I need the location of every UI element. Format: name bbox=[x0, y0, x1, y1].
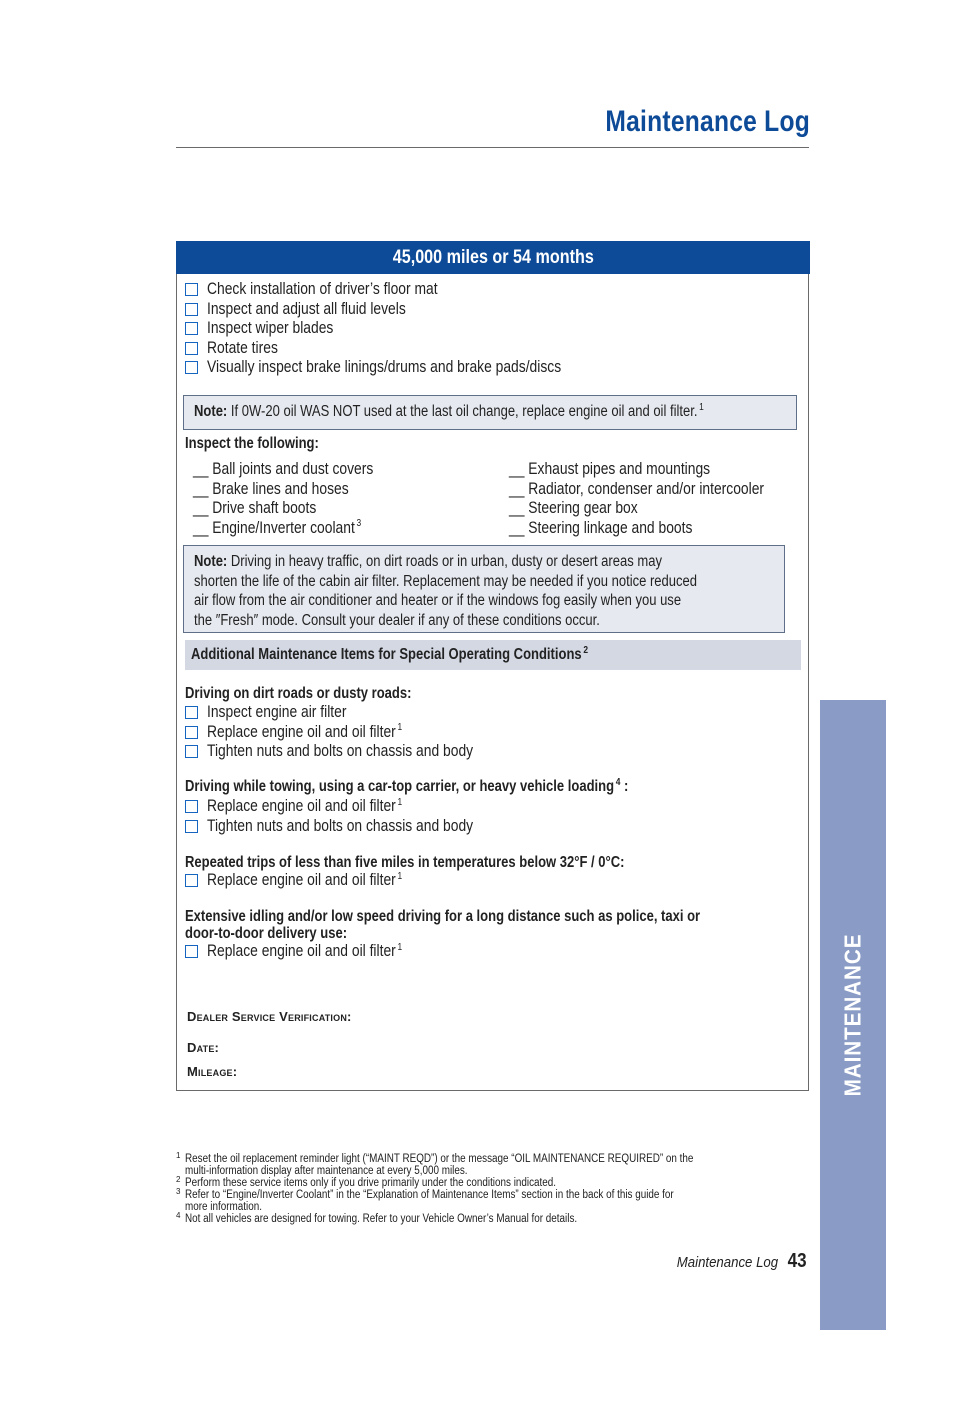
page-footer bbox=[600, 1250, 808, 1273]
note-text: If 0W-20 oil WAS NOT used at the last oil change, replace engine oil and oil filter. bbox=[230, 403, 698, 420]
footnote-ref: 1 bbox=[397, 870, 403, 882]
note-text: the ″Fresh″ mode. Consult your dealer if any of these conditions occur. bbox=[194, 611, 600, 629]
note-text: Driving in heavy traffic, on dirt roads or in urban, dusty or desert areas may bbox=[230, 553, 662, 570]
footnote-ref: 4 bbox=[615, 776, 621, 788]
condition-checklist bbox=[185, 797, 524, 836]
title-divider bbox=[176, 147, 809, 148]
condition-heading: Extensive idling and/or low speed driving for a long distance such as police, taxi or door-to-door delivery use: bbox=[185, 908, 701, 942]
inspect-heading-text: Inspect the following: bbox=[185, 435, 319, 452]
checkbox[interactable] bbox=[185, 303, 198, 316]
footnote: 2 Perform these service items only if you drive primarily under the conditions indicated. bbox=[176, 1175, 557, 1189]
note-text: shorten the life of the cabin air filter. Replacement may be needed if you notice reduced bbox=[194, 572, 698, 590]
date-label: Date: bbox=[187, 1040, 220, 1055]
condition-heading: Driving while towing, using a car-top carrier, or heavy vehicle loading $^4$ : bbox=[185, 776, 629, 795]
checkbox[interactable] bbox=[185, 820, 198, 833]
condition-checklist bbox=[185, 942, 439, 962]
page-number: 43 bbox=[787, 1250, 807, 1272]
checklist-item-label: Inspect and adjust all fluid levels bbox=[207, 299, 406, 318]
inspect-item: __ Exhaust pipes and mountings bbox=[509, 460, 711, 478]
footnote-ref: 1 bbox=[397, 941, 403, 953]
checklist-item-label: Check installation of driver’s floor mat bbox=[207, 280, 438, 299]
maintenance-log-box bbox=[176, 241, 809, 1091]
checkbox[interactable] bbox=[185, 800, 198, 813]
checklist-item-label: Rotate tires bbox=[207, 338, 278, 357]
checklist-item: Tighten nuts and bolts on chassis and body bbox=[185, 817, 524, 837]
checkbox[interactable] bbox=[185, 945, 198, 958]
condition-checklist bbox=[185, 703, 524, 762]
checklist-item bbox=[185, 280, 629, 300]
footnote: 3 Refer to “Engine/Inverter Coolant” in the “Explanation of Maintenance Items” section in the back of this guide for more information. bbox=[176, 1187, 674, 1213]
checklist-item-label: Inspect wiper blades bbox=[207, 319, 334, 338]
condition-checklist bbox=[185, 871, 439, 891]
footer-label: Maintenance Log bbox=[676, 1254, 778, 1271]
note-text: air flow from the air conditioner and heater or if the windows fog easily when you use bbox=[194, 592, 682, 609]
checkbox[interactable] bbox=[185, 706, 198, 719]
footnote-ref: 1 bbox=[699, 401, 704, 413]
inspect-item: __ Drive shaft boots bbox=[193, 499, 317, 517]
inspect-heading bbox=[185, 435, 344, 453]
interval-header-text: 45,000 miles or 54 months bbox=[392, 247, 594, 268]
checkbox[interactable] bbox=[185, 361, 198, 374]
checkbox[interactable] bbox=[185, 283, 198, 296]
inspect-item: __ Engine/Inverter coolant $^3$ bbox=[193, 518, 362, 537]
inspect-list-left bbox=[193, 460, 408, 538]
footnote-ref: 1 bbox=[397, 796, 403, 808]
checkbox[interactable] bbox=[185, 726, 198, 739]
dealer-verification-label: Dealer Service Verification: bbox=[187, 1009, 352, 1024]
footnote-ref: 3 bbox=[356, 518, 362, 529]
checklist-item: Replace engine oil and oil filter $^1$ bbox=[185, 871, 439, 891]
inspect-item: __ Brake lines and hoses bbox=[193, 479, 349, 498]
footnote-ref: 2 bbox=[583, 644, 589, 656]
checkbox[interactable] bbox=[185, 745, 198, 758]
checklist-item bbox=[185, 319, 629, 339]
checklist-item-label: Visually inspect brake linings/drums and brake pads/discs bbox=[207, 358, 562, 377]
condition-heading: Repeated trips of less than five miles in temperatures below 32°F / 0°C: bbox=[185, 854, 625, 871]
inspect-item: __ Ball joints and dust covers bbox=[193, 460, 374, 478]
checkbox[interactable] bbox=[185, 342, 198, 355]
service-checklist bbox=[185, 280, 629, 378]
footnote-ref: 1 bbox=[397, 722, 403, 734]
checklist-item: Inspect engine air filter bbox=[185, 703, 524, 723]
section-side-tab bbox=[820, 700, 886, 1330]
checklist-item bbox=[185, 300, 629, 320]
cabin-filter-note bbox=[183, 545, 785, 633]
inspect-list-right bbox=[509, 460, 813, 538]
checklist-item bbox=[185, 358, 629, 378]
footnote: 4 Not all vehicles are designed for towing. Refer to your Vehicle Owner’s Manual for details. bbox=[176, 1211, 578, 1225]
inspect-item: __ Steering gear box bbox=[509, 499, 638, 517]
oil-note bbox=[183, 395, 797, 430]
condition-heading: Driving on dirt roads or dusty roads: bbox=[185, 685, 412, 702]
checkbox[interactable] bbox=[185, 874, 198, 887]
footnotes bbox=[176, 1153, 809, 1225]
section-tab-label: MAINTENANCE bbox=[839, 933, 866, 1097]
note-label: Note: bbox=[194, 403, 228, 420]
interval-header bbox=[176, 241, 810, 274]
mileage-label: Mileage: bbox=[187, 1064, 238, 1079]
checklist-item: Replace engine oil and oil filter $^1$ bbox=[185, 942, 439, 962]
inspect-item: __ Radiator, condenser and/or intercooler bbox=[509, 479, 765, 498]
checklist-item: Replace engine oil and oil filter $^1$ bbox=[185, 723, 524, 743]
page-title: Maintenance Log bbox=[605, 105, 810, 138]
checklist-item: Replace engine oil and oil filter $^1$ bbox=[185, 797, 524, 817]
checkbox[interactable] bbox=[185, 322, 198, 335]
note-label: Note: bbox=[194, 553, 228, 570]
additional-items-heading: Additional Maintenance Items for Special Operating Conditions $^2$ bbox=[185, 640, 801, 670]
checklist-item: Tighten nuts and bolts on chassis and body bbox=[185, 742, 524, 762]
checklist-item bbox=[185, 339, 629, 359]
inspect-item: __ Steering linkage and boots bbox=[509, 518, 693, 537]
footnote: 1 Reset the oil replacement reminder light (“MAINT REQD”) or the message “OIL MAINTENANCE REQUIRED” on the multi-information display after maintenance at every 5,000 miles. bbox=[176, 1151, 694, 1177]
